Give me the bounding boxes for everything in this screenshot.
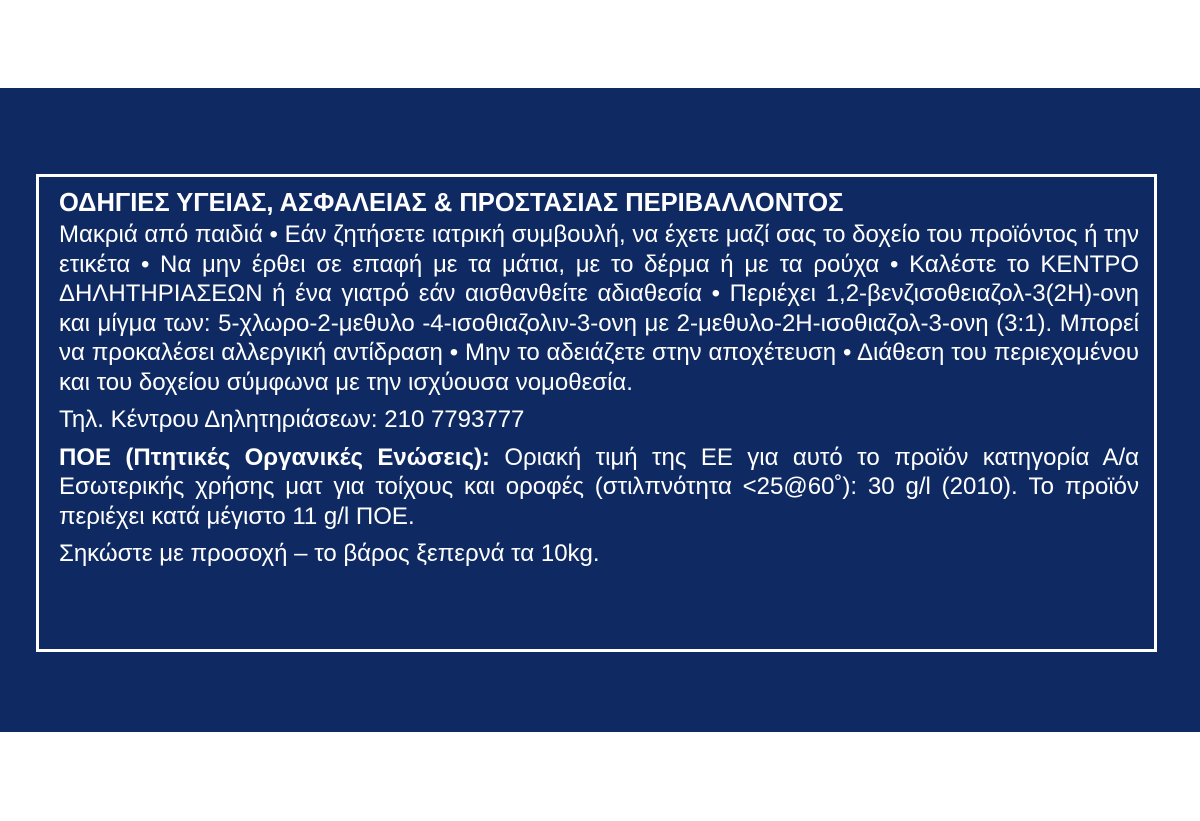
- safety-instructions: Μακριά από παιδιά • Εάν ζητήσετε ιατρική συμβουλή, να έχετε μαζί σας το δοχείο του προϊόντος ή την ετικέτα • Να μην έρθει σε επαφή με τα μάτια, με το δέρμα ή με τα ρούχα • Καλέστε το ΚΕΝΤΡΟ ΔΗΛΗΤΗΡΙΑΣΕΩΝ ή ένα γιατρό εάν αισθανθείτε αδιαθεσία • Περιέχει 1,2-βενζισοθειαζολ-3(2H)-ονη και μίγμα των: 5-χλωρο-2-μεθυλο -4-ισοθιαζολιν-3-ονη με 2-μεθυλο-2H-ισοθιαζολ-3-ονη (3:1). Μπορεί να προκαλέσει αλλεργική αντίδραση • Μην το αδειάζετε στην αποχέτευση • Διάθεση του περιεχομένου και του δοχείου σύμφωνα με την ισχύουσα νομοθεσία.: [59, 221, 1139, 396]
- label-content: [59, 188, 1139, 569]
- weight-warning: Σηκώστε με προσοχή – το βάρος ξεπερνά τα 10kg.: [59, 540, 600, 567]
- voc-text: Οριακή τιμή της ΕΕ για αυτό το προϊόν κατηγορία Α/α Εσωτερικής χρήσης ματ για τοίχους και οροφές (στιλπνότητα <25@60˚): 30 g/l (2010). Το προϊόν περιέχει κατά μέγιστο 11 g/l ΠΟΕ.: [59, 443, 1140, 530]
- voc-label: ΠΟΕ (Πτητικές Οργανικές Ενώσεις):: [59, 443, 490, 471]
- label-heading: ΟΔΗΓΙΕΣ ΥΓΕΙΑΣ, ΑΣΦΑΛΕΙΑΣ & ΠΡΟΣΤΑΣΙΑΣ ΠΕΡΙΒΑΛΛΟΝΤΟΣ: [59, 189, 844, 217]
- poison-center-phone: Τηλ. Κέντρου Δηλητηριάσεων: 210 7793777: [59, 406, 525, 433]
- voc-statement: [59, 443, 1139, 532]
